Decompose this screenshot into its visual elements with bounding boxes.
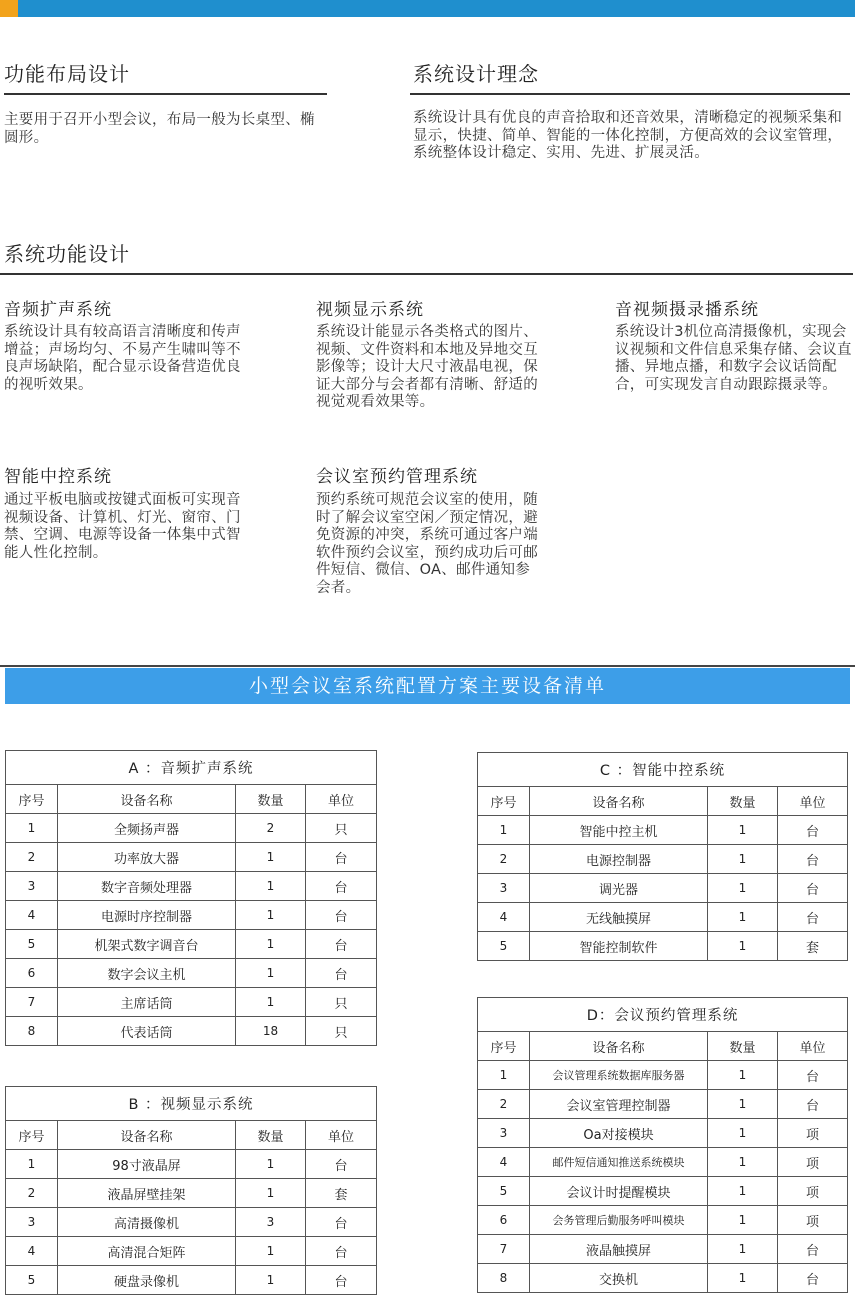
- layout-text: 主要用于召开小型会议，布局一般为长桌型、椭圆形。: [4, 112, 315, 146]
- table-booking: [477, 997, 848, 1293]
- booking-system-text: 预约系统可规范会议室的使用，随时了解会议室空闲／预定情况，避免资源的冲突，系统可通过客户端软件预约会议室，预约成功后可邮件短信、微信、OA、邮件通知参会者。: [316, 492, 538, 596]
- cell-seq: 3: [6, 1208, 58, 1237]
- concept-text: 系统设计具有优良的声音拾取和还音效果，清晰稳定的视频采集和显示，快捷、简单、智能的一体化控制，方便高效的会议室管理，系统整体设计稳定、实用、先进、扩展灵活。: [413, 110, 843, 161]
- header-seq: 序号: [478, 1032, 530, 1061]
- table-caption: C ：智能中控系统: [478, 753, 848, 787]
- function-title: 系统功能设计: [4, 242, 130, 266]
- cell-seq: 3: [478, 1119, 530, 1148]
- cell-name: 会议计时提醒模块: [530, 1177, 708, 1206]
- header-qty: 数量: [708, 787, 778, 816]
- cell-unit: 台: [306, 930, 377, 959]
- cell-name: 机架式数字调音台: [58, 930, 236, 959]
- header-seq: 序号: [6, 785, 58, 814]
- table-control: [477, 752, 848, 961]
- cell-name: 98寸液晶屏: [58, 1150, 236, 1179]
- cell-seq: 4: [478, 903, 530, 932]
- header-name: 设备名称: [58, 1121, 236, 1150]
- table-row: [478, 932, 848, 961]
- table-caption: B ：视频显示系统: [6, 1087, 377, 1121]
- table-video: [5, 1086, 377, 1295]
- cell-qty: 1: [236, 1179, 306, 1208]
- cell-seq: 4: [6, 901, 58, 930]
- table-row: [6, 901, 377, 930]
- cell-unit: 台: [778, 874, 848, 903]
- table-row: [6, 814, 377, 843]
- cell-name: Oa对接模块: [530, 1119, 708, 1148]
- cell-name: 全频扬声器: [58, 814, 236, 843]
- table-row: [478, 1061, 848, 1090]
- cell-unit: 套: [306, 1179, 377, 1208]
- recording-system-title: 音视频摄录播系统: [615, 300, 759, 320]
- cell-unit: 项: [778, 1206, 848, 1235]
- video-system-title: 视频显示系统: [316, 300, 424, 320]
- table-row: [6, 843, 377, 872]
- table-row: [478, 1148, 848, 1177]
- table-row: [6, 872, 377, 901]
- cell-seq: 3: [478, 874, 530, 903]
- header-seq: 序号: [478, 787, 530, 816]
- cell-seq: 2: [478, 845, 530, 874]
- cell-qty: 1: [236, 930, 306, 959]
- table-row: [478, 816, 848, 845]
- table-row: [478, 1119, 848, 1148]
- table-row: [478, 1206, 848, 1235]
- cell-qty: 1: [236, 1266, 306, 1295]
- header-qty: 数量: [236, 1121, 306, 1150]
- cell-unit: 台: [306, 1150, 377, 1179]
- cell-seq: 5: [6, 1266, 58, 1295]
- cell-seq: 5: [6, 930, 58, 959]
- table-row: [478, 903, 848, 932]
- table-row: [6, 1266, 377, 1295]
- cell-qty: 1: [708, 1206, 778, 1235]
- cell-name: 功率放大器: [58, 843, 236, 872]
- cell-qty: 1: [236, 872, 306, 901]
- cell-name: 电源时序控制器: [58, 901, 236, 930]
- cell-unit: 套: [778, 932, 848, 961]
- table-row: [478, 1235, 848, 1264]
- cell-qty: 1: [708, 1090, 778, 1119]
- cell-name: 无线触摸屏: [530, 903, 708, 932]
- cell-unit: 项: [778, 1148, 848, 1177]
- cell-seq: 1: [6, 814, 58, 843]
- cell-name: 邮件短信通知推送系统模块: [530, 1148, 708, 1177]
- cell-seq: 8: [6, 1017, 58, 1046]
- cell-name: 调光器: [530, 874, 708, 903]
- cell-qty: 18: [236, 1017, 306, 1046]
- header-unit: 单位: [306, 1121, 377, 1150]
- top-accent-block: [0, 0, 18, 17]
- table-row: [478, 1264, 848, 1293]
- cell-qty: 1: [236, 901, 306, 930]
- cell-unit: 台: [778, 845, 848, 874]
- cell-qty: 1: [236, 1150, 306, 1179]
- banner-top-line: [0, 665, 855, 667]
- table-row: [6, 1017, 377, 1046]
- cell-unit: 项: [778, 1119, 848, 1148]
- cell-name: 高清混合矩阵: [58, 1237, 236, 1266]
- cell-seq: 2: [478, 1090, 530, 1119]
- header-name: 设备名称: [530, 1032, 708, 1061]
- banner-title: 小型会议室系统配置方案主要设备清单: [248, 675, 606, 697]
- table-row: [6, 1150, 377, 1179]
- cell-name: 会议管理系统数据库服务器: [530, 1061, 708, 1090]
- header-qty: 数量: [708, 1032, 778, 1061]
- cell-name: 高清摄像机: [58, 1208, 236, 1237]
- cell-name: 智能中控主机: [530, 816, 708, 845]
- header-unit: 单位: [778, 787, 848, 816]
- header-name: 设备名称: [58, 785, 236, 814]
- cell-name: 硬盘录像机: [58, 1266, 236, 1295]
- control-system-text: 通过平板电脑或按键式面板可实现音视频设备、计算机、灯光、窗帘、门禁、空调、电源等设备一体集中式智能人性化控制。: [4, 492, 241, 561]
- table-audio: [5, 750, 377, 1046]
- header-unit: 单位: [778, 1032, 848, 1061]
- cell-unit: 台: [778, 1090, 848, 1119]
- top-color-bar: [0, 0, 855, 17]
- cell-name: 智能控制软件: [530, 932, 708, 961]
- booking-system-title: 会议室预约管理系统: [316, 467, 478, 487]
- cell-seq: 7: [478, 1235, 530, 1264]
- cell-seq: 1: [478, 1061, 530, 1090]
- cell-unit: 只: [306, 814, 377, 843]
- cell-name: 数字会议主机: [58, 959, 236, 988]
- cell-unit: 台: [778, 816, 848, 845]
- cell-qty: 1: [236, 843, 306, 872]
- cell-unit: 项: [778, 1177, 848, 1206]
- cell-unit: 台: [306, 901, 377, 930]
- cell-qty: 1: [708, 1148, 778, 1177]
- cell-seq: 1: [6, 1150, 58, 1179]
- cell-unit: 台: [778, 903, 848, 932]
- layout-title-rule: [4, 93, 327, 95]
- equipment-list-banner: [5, 668, 850, 704]
- cell-seq: 1: [478, 816, 530, 845]
- cell-qty: 1: [708, 932, 778, 961]
- header-name: 设备名称: [530, 787, 708, 816]
- table-row: [6, 1208, 377, 1237]
- cell-qty: 1: [236, 959, 306, 988]
- table-caption: A ：音频扩声系统: [6, 751, 377, 785]
- cell-unit: 台: [306, 1266, 377, 1295]
- table-row: [6, 1179, 377, 1208]
- concept-title: 系统设计理念: [413, 62, 539, 86]
- cell-name: 主席话筒: [58, 988, 236, 1017]
- cell-qty: 1: [708, 1235, 778, 1264]
- cell-name: 液晶触摸屏: [530, 1235, 708, 1264]
- cell-name: 会议室管理控制器: [530, 1090, 708, 1119]
- cell-unit: 台: [778, 1061, 848, 1090]
- header-seq: 序号: [6, 1121, 58, 1150]
- control-system-title: 智能中控系统: [4, 467, 112, 487]
- cell-qty: 1: [708, 874, 778, 903]
- cell-qty: 3: [236, 1208, 306, 1237]
- cell-unit: 台: [306, 1237, 377, 1266]
- cell-seq: 5: [478, 1177, 530, 1206]
- header-qty: 数量: [236, 785, 306, 814]
- cell-qty: 2: [236, 814, 306, 843]
- table-row: [478, 1090, 848, 1119]
- function-title-rule: [0, 273, 853, 275]
- cell-name: 电源控制器: [530, 845, 708, 874]
- cell-qty: 1: [708, 1119, 778, 1148]
- table-row: [478, 845, 848, 874]
- cell-name: 数字音频处理器: [58, 872, 236, 901]
- cell-qty: 1: [708, 1264, 778, 1293]
- cell-seq: 2: [6, 843, 58, 872]
- cell-name: 会务管理后勤服务呼叫模块: [530, 1206, 708, 1235]
- cell-unit: 台: [306, 872, 377, 901]
- table-row: [478, 874, 848, 903]
- cell-seq: 2: [6, 1179, 58, 1208]
- cell-qty: 1: [708, 816, 778, 845]
- audio-system-title: 音频扩声系统: [4, 300, 112, 320]
- cell-name: 交换机: [530, 1264, 708, 1293]
- cell-unit: 只: [306, 1017, 377, 1046]
- cell-seq: 4: [6, 1237, 58, 1266]
- cell-unit: 台: [306, 1208, 377, 1237]
- cell-seq: 5: [478, 932, 530, 961]
- cell-name: 代表话筒: [58, 1017, 236, 1046]
- cell-unit: 只: [306, 988, 377, 1017]
- layout-title: 功能布局设计: [4, 62, 130, 86]
- recording-system-text: 系统设计3机位高清摄像机，实现会议视频和文件信息采集存储、会议直播、异地点播，和数字会议话筒配合，可实现发言自动跟踪摄录等。: [615, 324, 852, 393]
- cell-qty: 1: [708, 903, 778, 932]
- table-row: [6, 988, 377, 1017]
- cell-qty: 1: [708, 1177, 778, 1206]
- cell-seq: 6: [478, 1206, 530, 1235]
- cell-qty: 1: [236, 1237, 306, 1266]
- cell-unit: 台: [778, 1235, 848, 1264]
- cell-qty: 1: [708, 1061, 778, 1090]
- table-row: [6, 1237, 377, 1266]
- cell-seq: 6: [6, 959, 58, 988]
- video-system-text: 系统设计能显示各类格式的图片、视频、文件资料和本地及异地交互影像等；设计大尺寸液晶电视，保证大部分与会者都有清晰、舒适的视觉观看效果等。: [316, 324, 538, 410]
- table-row: [478, 1177, 848, 1206]
- cell-qty: 1: [708, 845, 778, 874]
- cell-seq: 4: [478, 1148, 530, 1177]
- cell-name: 液晶屏壁挂架: [58, 1179, 236, 1208]
- cell-unit: 台: [306, 959, 377, 988]
- cell-unit: 台: [306, 843, 377, 872]
- table-row: [6, 930, 377, 959]
- cell-unit: 台: [778, 1264, 848, 1293]
- cell-seq: 3: [6, 872, 58, 901]
- cell-seq: 8: [478, 1264, 530, 1293]
- cell-qty: 1: [236, 988, 306, 1017]
- audio-system-text: 系统设计具有较高语言清晰度和传声增益；声场均匀、不易产生啸叫等不良声场缺陷，配合显示设备营造优良的视听效果。: [4, 324, 241, 393]
- table-caption: D：会议预约管理系统: [478, 998, 848, 1032]
- cell-seq: 7: [6, 988, 58, 1017]
- table-row: [6, 959, 377, 988]
- header-unit: 单位: [306, 785, 377, 814]
- concept-title-rule: [410, 93, 850, 95]
